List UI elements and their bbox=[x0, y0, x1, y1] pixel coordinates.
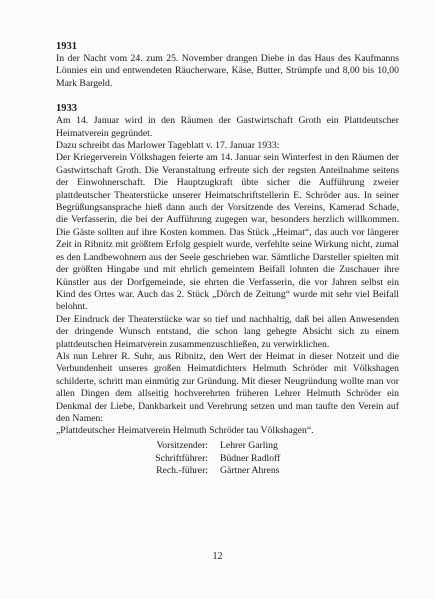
section-year-heading: 1931 bbox=[56, 41, 77, 52]
club-name: „Plattdeutscher Heimatverein Helmuth Schröder tau Völkshagen“. bbox=[56, 425, 314, 437]
board-member-row bbox=[128, 453, 399, 466]
paragraph: Am 14. Januar wird in den Räumen der Gastwirtschaft Groth ein Plattdeutscher Heimatverein gegründet. bbox=[56, 115, 399, 139]
board-role: Schriftführer: bbox=[155, 452, 208, 464]
newspaper-quote-paragraph: Der Kriegerverein Völkshagen feierte am 14. Januar sein Winterfest in den Räumen der Gastwirtschaft Groth. Die Veranstaltung erfreute sich der regsten Anteilnahme seitens der Einwohnerschaft. Die Hauptzugkraft übte sicher die Aufführung zweier plattdeutscher Theaterstücke unserer Heimatschriftstellerin E. Schröder aus. In seiner Begrüßungsansprache hieß dann auch der Vorsitzende des Vereins, Kamerad Schade, die Verfasserin, die bei der Aufführung zugegen war, besonders herzlich willkommen. Die Gäste sollten auf ihre Kosten kommen. Das Stück „Heimat“, das auch vor längerer Zeit in Ribnitz mit größtem Erfolg gespielt wurde, verfehlte seine Wirkung nicht, zumal es den Landbewohnern aus der Seele geschrieben war. Sämtliche Darsteller spielten mit der größten Hingabe und mit ehrlich gemeintem Beifall lohnten die Zuschauer ihre Künstler aus der Dorfgemeinde, sie ehrten die Verfasserin, die vor Jahren selbst ein Kind des Ortes war. Auch das 2. Stück „Dörch de Zeitung“ wurde mit sehr viel Beifall belohnt. bbox=[56, 152, 399, 313]
section-year-heading: 1933 bbox=[56, 103, 77, 115]
section-1931 bbox=[56, 40, 399, 90]
paragraph: Dazu schreibt das Marlower Tageblatt v. 17. Januar 1933: bbox=[56, 140, 280, 152]
page-content bbox=[56, 40, 399, 478]
section-spacer bbox=[56, 90, 399, 102]
paragraph: Der Eindruck der Theaterstücke war so tief und nachhaltig, daß bei allen Anwesenden der dringende Wunsch entstand, die schon lang gehegte Absicht sich zu einem plattdeutschen Heimatverein zusammenzuschließen, zu verwirklichen. bbox=[56, 313, 399, 350]
paragraph: In der Nacht vom 24. zum 25. November drangen Diebe in das Haus des Kaufmanns Lönnies ein und entwendeten Räucherware, Käse, Butter, Strümpfe und 8,00 bis 10,00 Mark Bargeld. bbox=[56, 53, 399, 89]
board-member-name: Büdner Radloff bbox=[220, 452, 281, 464]
page-number: 12 bbox=[212, 551, 223, 562]
board-member-name: Gärtner Ahrens bbox=[220, 465, 280, 477]
section-1933 bbox=[56, 102, 399, 478]
board-role: Vorsitzender: bbox=[156, 439, 208, 451]
paragraph: Als nun Lehrer R. Suhr, aus Ribnitz, den Wert der Heimat in dieser Notzeit und die Verbundenheit unseres großen Heimatdichters Helmuth Schröder mit Völkshagen schilderte, schritt man einmütig zur Gründung. Mit dieser Neugründung wollte man vor allen Dingen dem allseitig hochverehrten früheren Lehrer Helmuth Schröder ein Denkmal der Liebe, Dankbarkeit und Verehrung setzen und man taufte den Verein auf den Namen: bbox=[56, 350, 399, 424]
board-member-row bbox=[128, 465, 399, 478]
board-member-row bbox=[128, 440, 399, 453]
board-role: Rech.-führer: bbox=[156, 465, 208, 477]
board-member-name: Lehrer Garling bbox=[220, 439, 278, 451]
board-members-list bbox=[128, 440, 399, 478]
